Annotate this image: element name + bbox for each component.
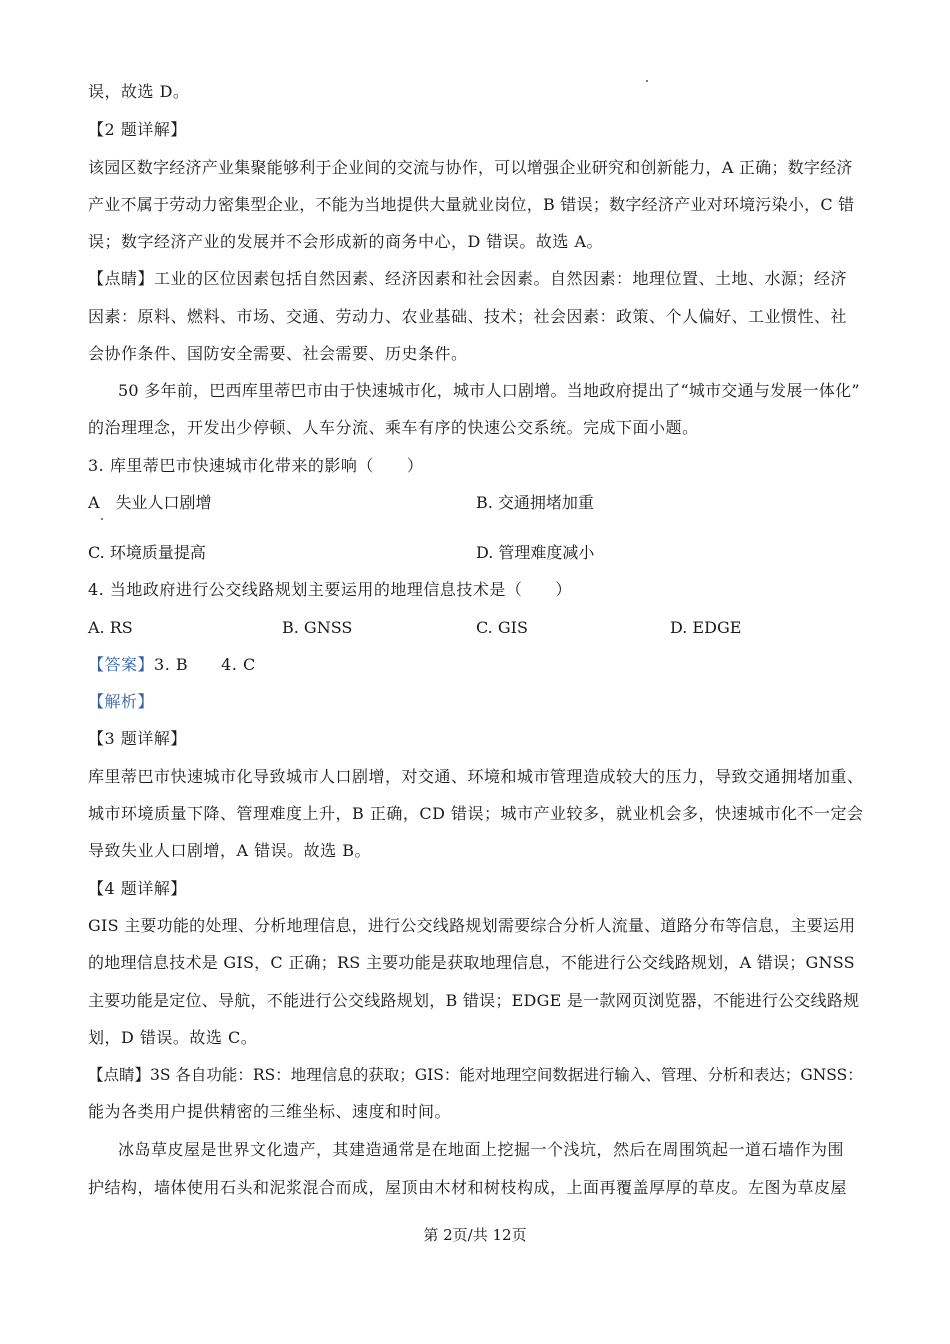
passage-line: 的治理理念，开发出少停顿、人车分流、乘车有序的快速公交系统。完成下面小题。 xyxy=(88,418,699,437)
text-line: 该园区数字经济产业集聚能够利于企业间的交流与协作，可以增强企业研究和创新能力，A 正确；数字经济 xyxy=(88,158,853,177)
option-dot xyxy=(101,518,103,520)
q4-option-b: B. GNSS xyxy=(282,618,353,637)
tip-line: 【点睛】3S 各自功能：RS：地理信息的获取；GIS：能对地理空间数据进行输入、管理、分析和表达；GNSS： xyxy=(88,1066,863,1084)
question-3: 3. 库里蒂巴市快速城市化带来的影响（ ） xyxy=(88,456,424,475)
section-heading: 【2 题详解】 xyxy=(88,120,187,139)
question-4: 4. 当地政府进行公交线路规划主要运用的地理信息技术是（ ） xyxy=(88,580,572,599)
passage-line: 冰岛草皮屋是世界文化遗产，其建造通常是在地面上挖掘一个浅坑，然后在周围筑起一道石墙作为围 xyxy=(118,1140,845,1159)
text-line: 【点睛】工业的区位因素包括自然因素、经济因素和社会因素。自然因素：地理位置、土地、水源；经济 xyxy=(88,269,848,288)
text-line: 误，故选 D。 xyxy=(88,82,190,101)
text-line: 主要功能是定位、导航，不能进行公交线路规划，B 错误；EDGE 是一款网页浏览器，不能进行公交线路规 xyxy=(88,991,860,1010)
answer-text: 3. B 4. C xyxy=(154,655,256,674)
q3-option-b: B. 交通拥堵加重 xyxy=(476,493,594,512)
text-line: 划，D 错误。故选 C。 xyxy=(88,1028,258,1047)
q4-option-a: A. RS xyxy=(88,618,133,637)
q3-option-c: C. 环境质量提高 xyxy=(88,543,206,562)
text-line: 因素：原料、燃料、市场、交通、劳动力、农业基础、技术；社会因素：政策、个人偏好、工业惯性、社 xyxy=(88,307,848,326)
page-footer: 第 2页/共 12页 xyxy=(423,1226,527,1244)
text-line: GIS 主要功能的处理、分析地理信息，进行公交线路规划需要综合分析人流量、道路分布等信息，主要运用 xyxy=(88,916,856,935)
q4-option-c: C. GIS xyxy=(476,618,528,637)
answer-label: 【答案】 xyxy=(88,655,155,674)
text-line: 产业不属于劳动力密集型企业，不能为当地提供大量就业岗位，B 错误；数字经济产业对环境污染小，C 错 xyxy=(88,195,855,214)
analysis-heading: 【解析】 xyxy=(88,692,155,711)
section-heading: 【3 题详解】 xyxy=(88,729,187,748)
text-line: 库里蒂巴市快速城市化导致城市人口剧增，对交通、环境和城市管理造成较大的压力，导致交通拥堵加重、 xyxy=(88,767,864,786)
text-line: 误；数字经济产业的发展并不会形成新的商务中心，D 错误。故选 A。 xyxy=(88,232,604,251)
passage-line: 护结构，墙体使用石头和泥浆混合而成，屋顶由木材和树枝构成，上面再覆盖厚厚的草皮。左图为草皮屋 xyxy=(88,1178,848,1197)
q3-option-a: A 失业人口剧增 xyxy=(88,493,212,512)
section-heading: 【4 题详解】 xyxy=(88,879,187,898)
text-line: 的地理信息技术是 GIS，C 正确；RS 主要功能是获取地理信息，不能进行公交线路规划，A 错误；GNSS xyxy=(88,953,855,972)
text-line: 会协作条件、国防安全需要、社会需要、历史条件。 xyxy=(88,344,468,363)
passage-line: 50 多年前，巴西库里蒂巴市由于快速城市化，城市人口剧增。当地政府提出了“城市交通与发展一体化” xyxy=(118,381,860,400)
q3-option-d: D. 管理难度减小 xyxy=(476,543,595,562)
stray-dot xyxy=(646,80,648,82)
text-line: 导致失业人口剧增，A 错误。故选 B。 xyxy=(88,841,371,860)
q4-option-d: D. EDGE xyxy=(670,618,742,637)
answer-line xyxy=(88,655,256,675)
tip-line: 能为各类用户提供精密的三维坐标、速度和时间。 xyxy=(88,1102,452,1121)
text-line: 城市环境质量下降、管理难度上升，B 正确，CD 错误；城市产业较多，就业机会多，快速城市化不一定会 xyxy=(88,804,864,823)
